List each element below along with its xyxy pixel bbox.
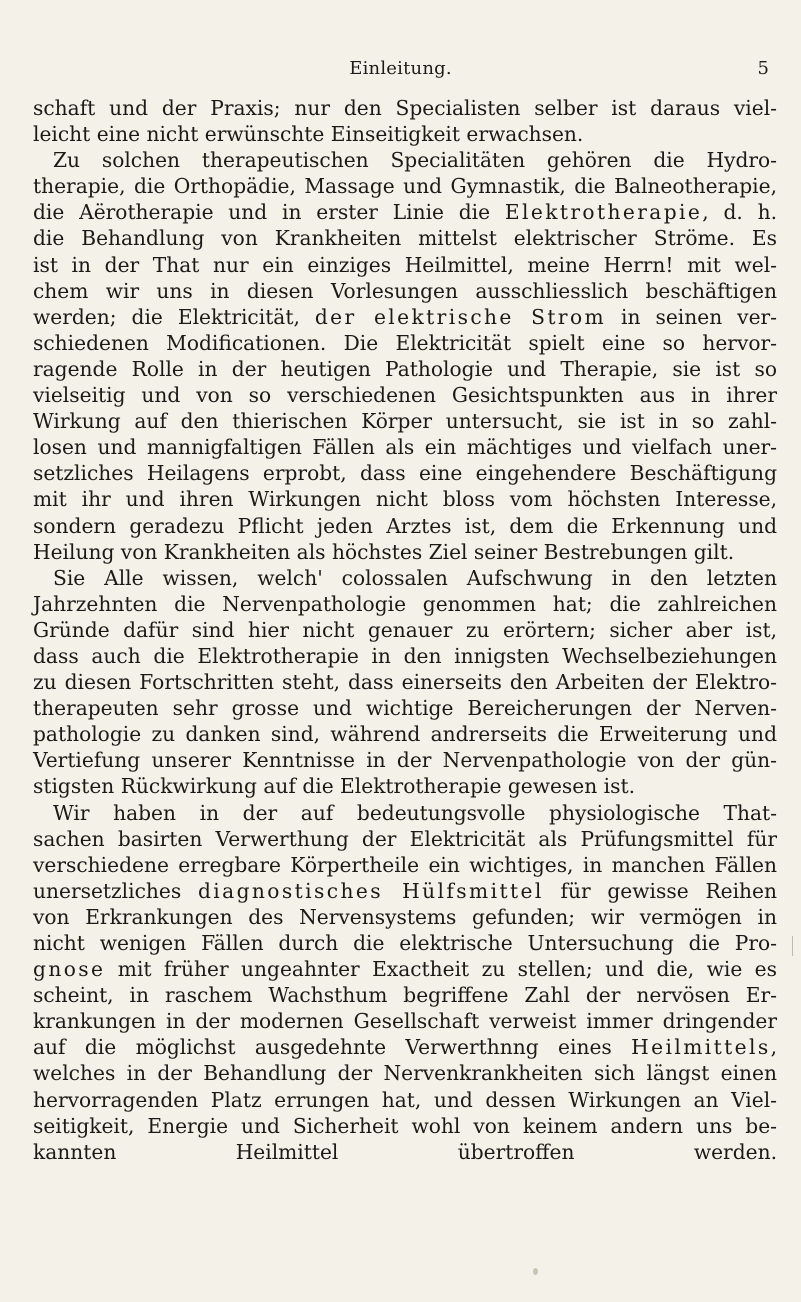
text-line — [33, 304, 777, 330]
text-segment: unersetzliches — [33, 878, 198, 903]
emphasis-spaced: Elektrotherapie — [504, 200, 703, 225]
text-line: nicht wenigen Fällen durch die elektrische Untersuchung die Pro- — [33, 931, 777, 955]
text-segment: mit früher ungeahnter Exactheit zu stellen; und die, wie es — [105, 957, 777, 982]
text-line: schiedenen Modificationen. Die Elektricität spielt eine so hervor- — [33, 330, 777, 355]
text-line: verschiedene erregbare Körpertheile ein wichtiges, in manchen Fällen — [33, 852, 777, 877]
text-line: therapie, die Orthopädie, Massage und Gymnastik, die Balneotherapie, — [33, 174, 777, 199]
text-line: dass auch die Elektrotherapie in den innigsten Wechselbeziehungen — [33, 643, 777, 668]
text-line: stigsten Rückwirkung auf die Elektrotherapie gewesen ist. — [33, 774, 636, 799]
text-line — [33, 1034, 777, 1060]
paper-speck — [533, 1268, 538, 1275]
text-line: krankungen in der modernen Gesellschaft verweist immer dringender — [33, 1009, 777, 1034]
text-line: losen und mannigfaltigen Fällen als ein mächtiges und vielfach uner- — [33, 435, 777, 460]
emphasis-spaced: Heilmittels — [631, 1035, 771, 1060]
margin-mark — [792, 936, 793, 956]
text-segment: für gewisse Reihen — [543, 878, 777, 903]
text-segment: werden; die Elektricität, — [33, 304, 315, 329]
text-line: Jahrzehnten die Nervenpathologie genommen hat; die zahlreichen — [33, 591, 777, 616]
text-line: mit ihr und ihren Wirkungen nicht bloss vom höchsten Interesse, — [33, 487, 777, 512]
text-line: sachen basirten Verwerthung der Elektricität als Prüfungsmittel für — [33, 826, 777, 851]
text-line: pathologie zu danken sind, während andrerseits die Erweiterung und — [33, 722, 777, 747]
text-line: Heilung von Krankheiten als höchstes Ziel seiner Bestrebungen gilt. — [33, 539, 735, 564]
text-line: die Behandlung von Krankheiten mittelst elektrischer Ströme. Es — [33, 226, 777, 251]
text-line: von Erkrankungen des Nervensystems gefunden; wir vermögen in — [33, 904, 777, 929]
text-line: vielseitig und von so verschiedenen Gesichtspunkten aus in ihrer — [33, 383, 777, 408]
page-header — [0, 58, 801, 82]
text-line: Wir haben in der auf bedeutungsvolle physiologische That- — [53, 800, 777, 825]
text-line — [33, 956, 777, 982]
text-line: Gründe dafür sind hier nicht genauer zu erörtern; sicher aber ist, — [33, 617, 777, 642]
emphasis-spaced: diagnostisches Hülfsmittel — [197, 878, 544, 903]
text-line: sondern geradezu Pflicht jeden Arztes ist, dem die Erkennung und — [33, 513, 777, 538]
text-line: seitigkeit, Energie und Sicherheit wohl von keinem andern uns be- — [33, 1113, 777, 1138]
page-number: 5 — [757, 58, 769, 79]
text-line: Wirkung auf den thierischen Körper untersucht, sie ist in so zahl- — [33, 409, 777, 434]
text-line: Zu solchen therapeutischen Specialitäten gehören die Hydro- — [53, 148, 777, 173]
text-segment: , — [770, 1035, 777, 1060]
text-line: ist in der That nur ein einziges Heilmittel, meine Herrn! mit wel- — [33, 252, 777, 277]
emphasis-spaced: der elektrische Strom — [314, 304, 607, 329]
text-line: leicht eine nicht erwünschte Einseitigkeit erwachsen. — [33, 122, 584, 147]
running-title: Einleitung. — [349, 58, 452, 79]
text-line: hervorragenden Platz errungen hat, und dessen Wirkungen an Viel- — [33, 1087, 777, 1112]
text-line: kannten Heilmittel übertroffen werden. — [33, 1139, 777, 1164]
text-line: chem wir uns in diesen Vorlesungen ausschliesslich beschäftigen — [33, 278, 777, 303]
text-line: Sie Alle wissen, welch' colossalen Aufschwung in den letzten — [53, 565, 777, 590]
emphasis-spaced: gnose — [33, 957, 106, 982]
text-line: ragende Rolle in der heutigen Pathologie und Therapie, sie ist so — [33, 356, 777, 381]
text-line: welches in der Behandlung der Nervenkrankheiten sich längst einen — [33, 1061, 777, 1086]
text-line — [33, 199, 777, 225]
text-line: scheint, in raschem Wachsthum begriffene Zahl der nervösen Er- — [33, 983, 777, 1008]
text-line: Vertiefung unserer Kenntnisse in der Nervenpathologie von der gün- — [33, 748, 777, 773]
text-segment: auf die möglichst ausgedehnte Verwerthnng eines — [33, 1035, 632, 1060]
text-line: zu diesen Fortschritten steht, dass einerseits den Arbeiten der Elektro- — [33, 670, 777, 695]
text-segment: in seinen ver- — [606, 304, 778, 329]
text-line: therapeuten sehr grosse und wichtige Bereicherungen der Nerven- — [33, 696, 777, 721]
text-segment: , d. h. — [702, 200, 777, 225]
body-text — [33, 95, 777, 1165]
text-segment: die Aërotherapie und in erster Linie die — [33, 200, 505, 225]
text-line — [33, 878, 777, 904]
text-line: schaft und der Praxis; nur den Specialisten selber ist daraus viel- — [33, 96, 777, 120]
text-line: setzliches Heilagens erprobt, dass eine eingehendere Beschäftigung — [33, 461, 777, 486]
